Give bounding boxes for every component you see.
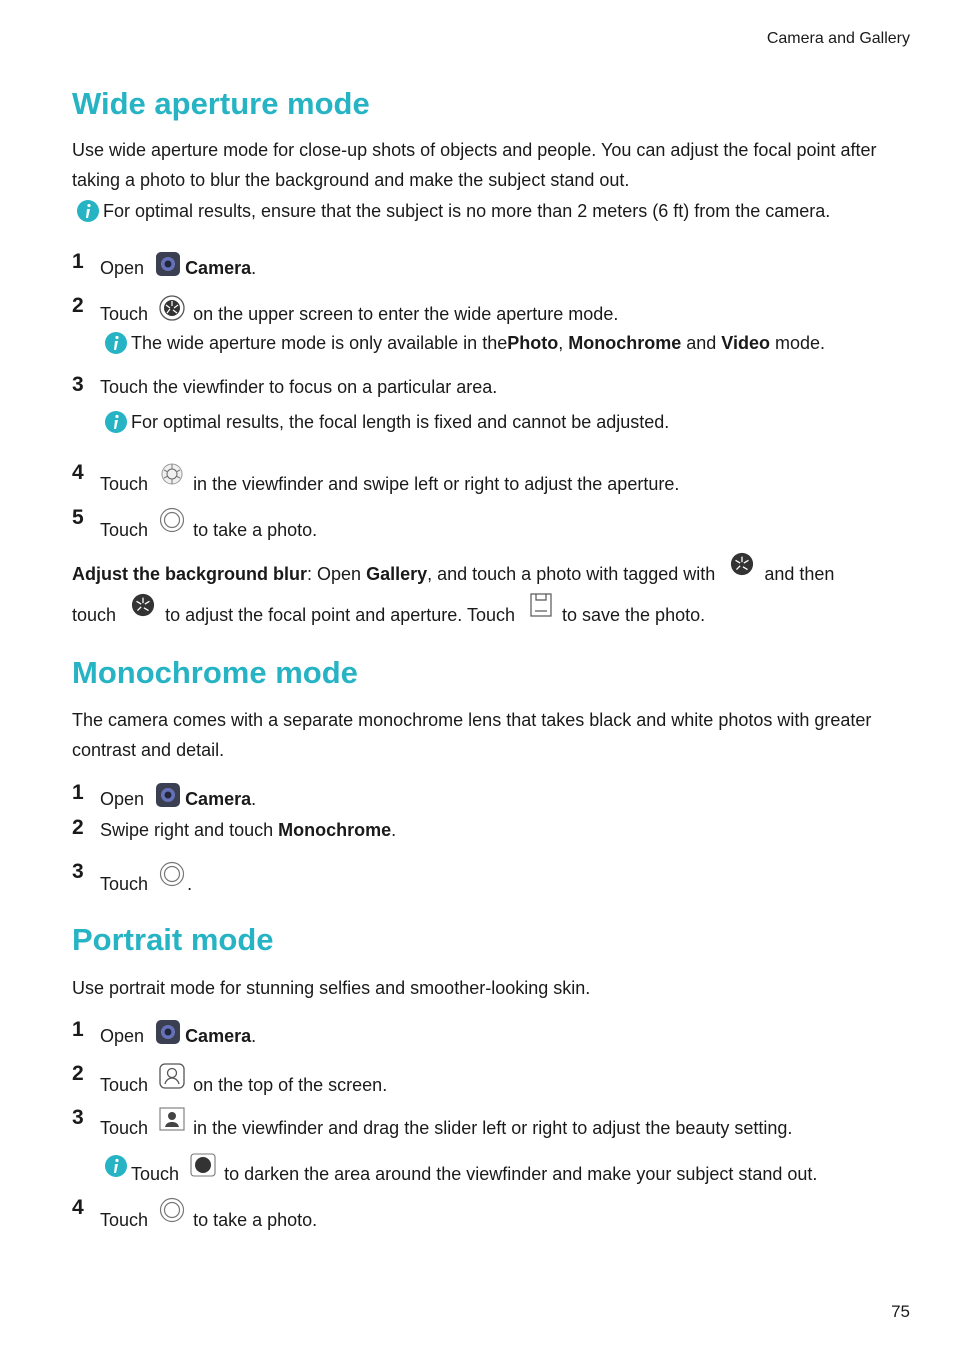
- step-number: 3: [72, 1106, 84, 1129]
- blur-paragraph-line-1: Adjust the background blur: Open Gallery, and touch a photo with tagged with and then: [72, 552, 834, 587]
- section-title-portrait: Portrait mode: [72, 922, 274, 957]
- step-number: 1: [72, 250, 84, 273]
- portrait-step-2: Touch on the top of the screen.: [100, 1063, 387, 1098]
- beauty-icon: [159, 1107, 185, 1131]
- wide-step-4: Touch in the viewfinder and swipe left or right to adjust the aperture.: [100, 462, 679, 497]
- step-number: 5: [72, 506, 84, 529]
- shutter-icon: [159, 1197, 185, 1223]
- portrait-step-3-note: Touch to darken the area around the viewfinder and make your subject stand out.: [104, 1153, 817, 1187]
- wide-step-1: Open Camera.: [100, 251, 256, 281]
- wide-step-3-note: For optimal results, the focal length is fixed and cannot be adjusted.: [104, 409, 669, 435]
- portrait-step-4: Touch to take a photo.: [100, 1197, 317, 1233]
- shutter-icon: [159, 861, 185, 887]
- step-number: 1: [72, 781, 84, 804]
- step-number: 3: [72, 860, 84, 883]
- portrait-icon: [159, 1063, 185, 1089]
- wide-step-5: Touch to take a photo.: [100, 507, 317, 543]
- step-number: 4: [72, 1196, 84, 1219]
- vignette-icon: [190, 1153, 216, 1177]
- aperture-icon: [730, 552, 754, 576]
- step-number: 4: [72, 461, 84, 484]
- step-number: 2: [72, 294, 84, 317]
- mono-intro: The camera comes with a separate monochrome lens that takes black and white photos with greater contrast and detail.: [72, 710, 872, 760]
- section-title-wide-aperture: Wide aperture mode: [72, 86, 370, 121]
- wide-step-2-note: The wide aperture mode is only available in thePhoto, Monochrome and Video mode.: [104, 330, 825, 356]
- mono-step-1: Open Camera.: [100, 782, 256, 812]
- camera-app-icon: [155, 1019, 181, 1045]
- page-number: 75: [891, 1302, 910, 1321]
- section-title-monochrome: Monochrome mode: [72, 655, 358, 690]
- info-icon: [76, 199, 100, 223]
- aperture-slider-icon: [159, 462, 185, 486]
- portrait-step-1: Open Camera.: [100, 1019, 256, 1049]
- info-icon: [104, 1154, 128, 1178]
- blur-paragraph-line-2: touch to adjust the focal point and aperture. Touch to save the photo.: [72, 593, 705, 628]
- step-number: 2: [72, 816, 84, 839]
- wide-step-2: Touch on the upper screen to enter the wide aperture mode.: [100, 295, 618, 327]
- portrait-step-3: Touch in the viewfinder and drag the slider left or right to adjust the beauty setting.: [100, 1107, 792, 1141]
- wide-step-3: Touch the viewfinder to focus on a particular area.: [100, 377, 498, 397]
- info-icon: [104, 331, 128, 355]
- camera-app-icon: [155, 251, 181, 277]
- wide-intro: Use wide aperture mode for close-up shots of objects and people. You can adjust the focal point after taking a photo to blur the background and make the subject stand out.: [72, 140, 877, 190]
- step-number: 2: [72, 1062, 84, 1085]
- portrait-intro: Use portrait mode for stunning selfies and smoother-looking skin.: [72, 978, 591, 998]
- step-number: 3: [72, 373, 84, 396]
- running-header: Camera and Gallery: [766, 30, 910, 47]
- save-icon: [530, 593, 552, 617]
- info-icon: [104, 410, 128, 434]
- wide-note: For optimal results, ensure that the subject is no more than 2 meters (6 ft) from the camera.: [76, 198, 830, 224]
- shutter-icon: [159, 507, 185, 533]
- mono-step-2: Swipe right and touch Monochrome.: [100, 820, 397, 840]
- camera-app-icon: [155, 782, 181, 808]
- aperture-icon: [131, 593, 155, 617]
- step-number: 1: [72, 1018, 84, 1041]
- aperture-icon: [159, 295, 185, 321]
- mono-step-3: Touch .: [100, 861, 192, 897]
